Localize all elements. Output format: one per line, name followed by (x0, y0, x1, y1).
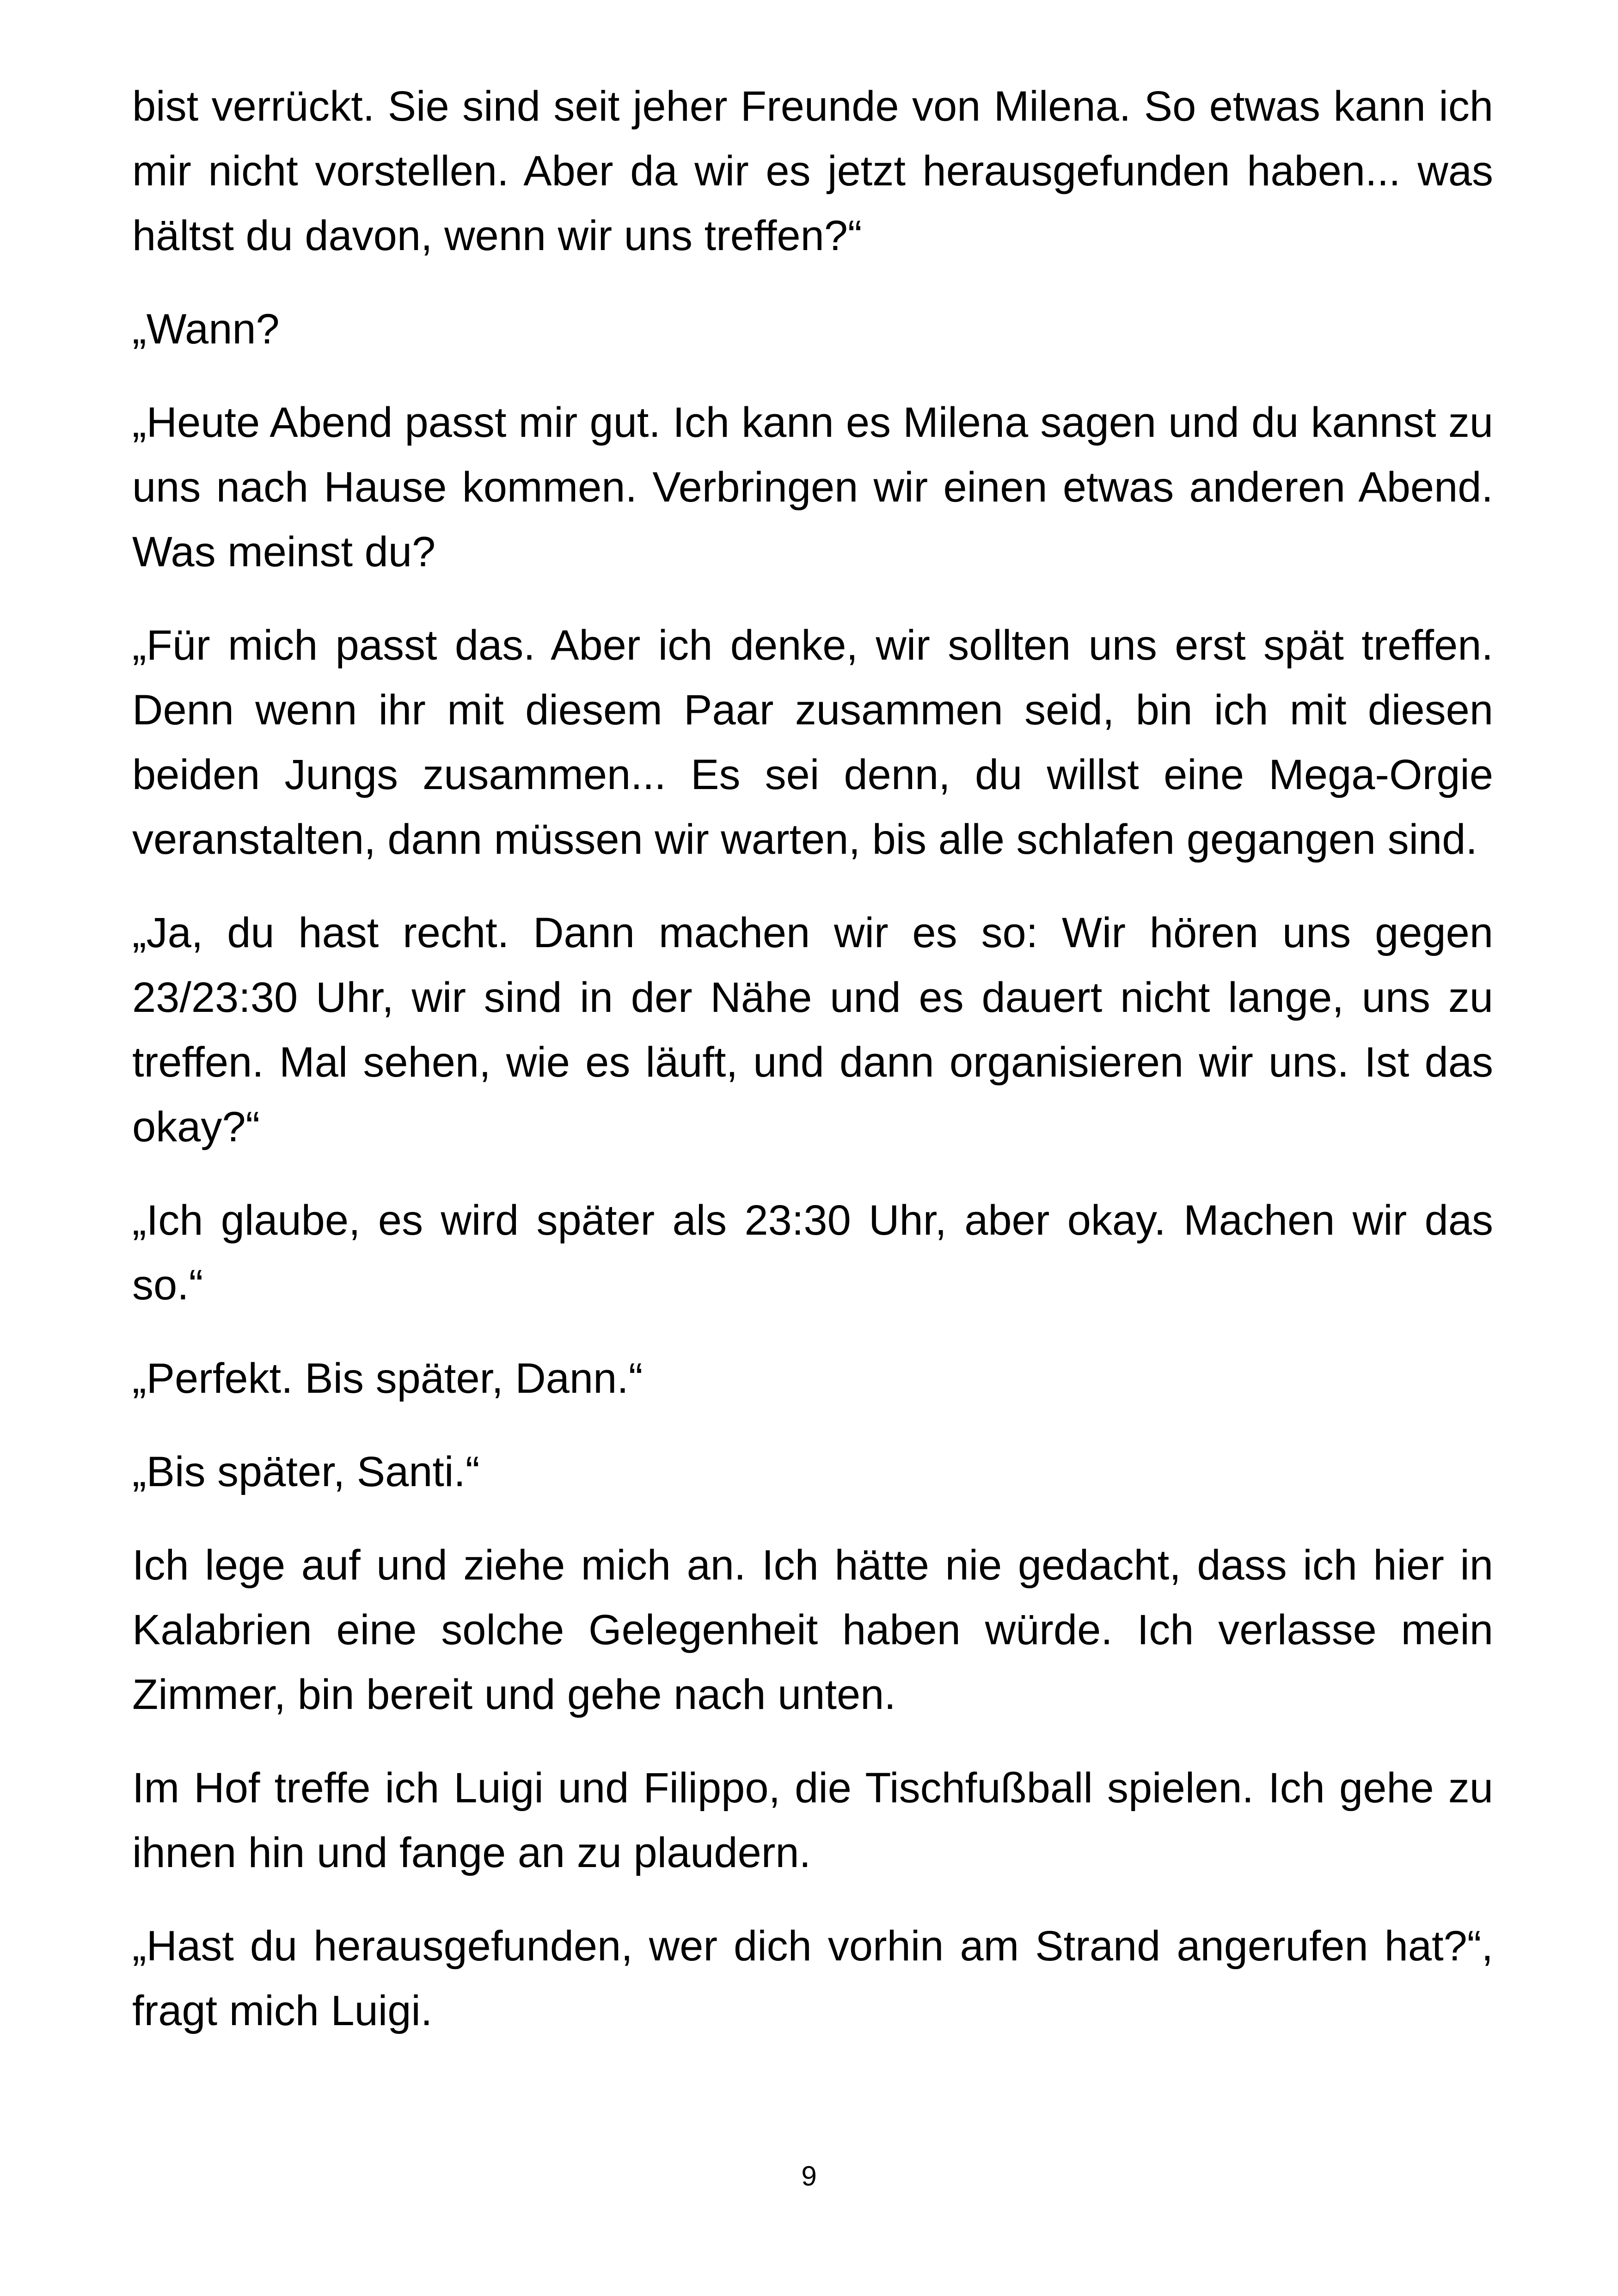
paragraph: bist verrückt. Sie sind seit jeher Freunde von Milena. So etwas kann ich mir nicht vorstellen. Aber da wir es jetzt herausgefunden haben... was hältst du davon, wenn wir uns treffen?“ (132, 83, 1493, 259)
paragraph: „Für mich passt das. Aber ich denke, wir sollten uns erst spät treffen. Denn wenn ihr mit diesem Paar zusammen seid, bin ich mit diesen beiden Jungs zusammen... Es sei denn, du willst eine Mega-Orgie veranstalten, dann müssen wir warten, bis alle schlafen gegangen sind. (132, 622, 1493, 863)
paragraph: „Bis später, Santi.“ (132, 1448, 480, 1495)
paragraph: „Hast du herausgefunden, wer dich vorhin am Strand angerufen hat?“, fragt mich Luigi. (132, 1923, 1493, 2034)
paragraph: Ich lege auf und ziehe mich an. Ich hätte nie gedacht, dass ich hier in Kalabrien eine solche Gelegenheit haben würde. Ich verlasse mein Zimmer, bin bereit und gehe nach unten. (132, 1542, 1493, 1718)
page-number: 9 (801, 2161, 817, 2192)
paragraph: „Ja, du hast recht. Dann machen wir es so: Wir hören uns gegen 23/23:30 Uhr, wir sind in der Nähe und es dauert nicht lange, uns zu treffen. Mal sehen, wie es läuft, und dann organisieren wir uns. Ist das okay?“ (132, 909, 1493, 1151)
paragraph: „Wann? (132, 306, 280, 353)
paragraph: „Perfekt. Bis später, Dann.“ (132, 1355, 643, 1402)
paragraph: „Heute Abend passt mir gut. Ich kann es Milena sagen und du kannst zu uns nach Hause kommen. Verbringen wir einen etwas anderen Abend. Was meinst du? (132, 399, 1493, 576)
paragraph: „Ich glaube, es wird später als 23:30 Uhr, aber okay. Machen wir das so.“ (132, 1197, 1493, 1309)
paragraph: Im Hof treffe ich Luigi und Filippo, die Tischfußball spielen. Ich gehe zu ihnen hin und fange an zu plaudern. (132, 1764, 1493, 1876)
page-body (132, 74, 1493, 2072)
